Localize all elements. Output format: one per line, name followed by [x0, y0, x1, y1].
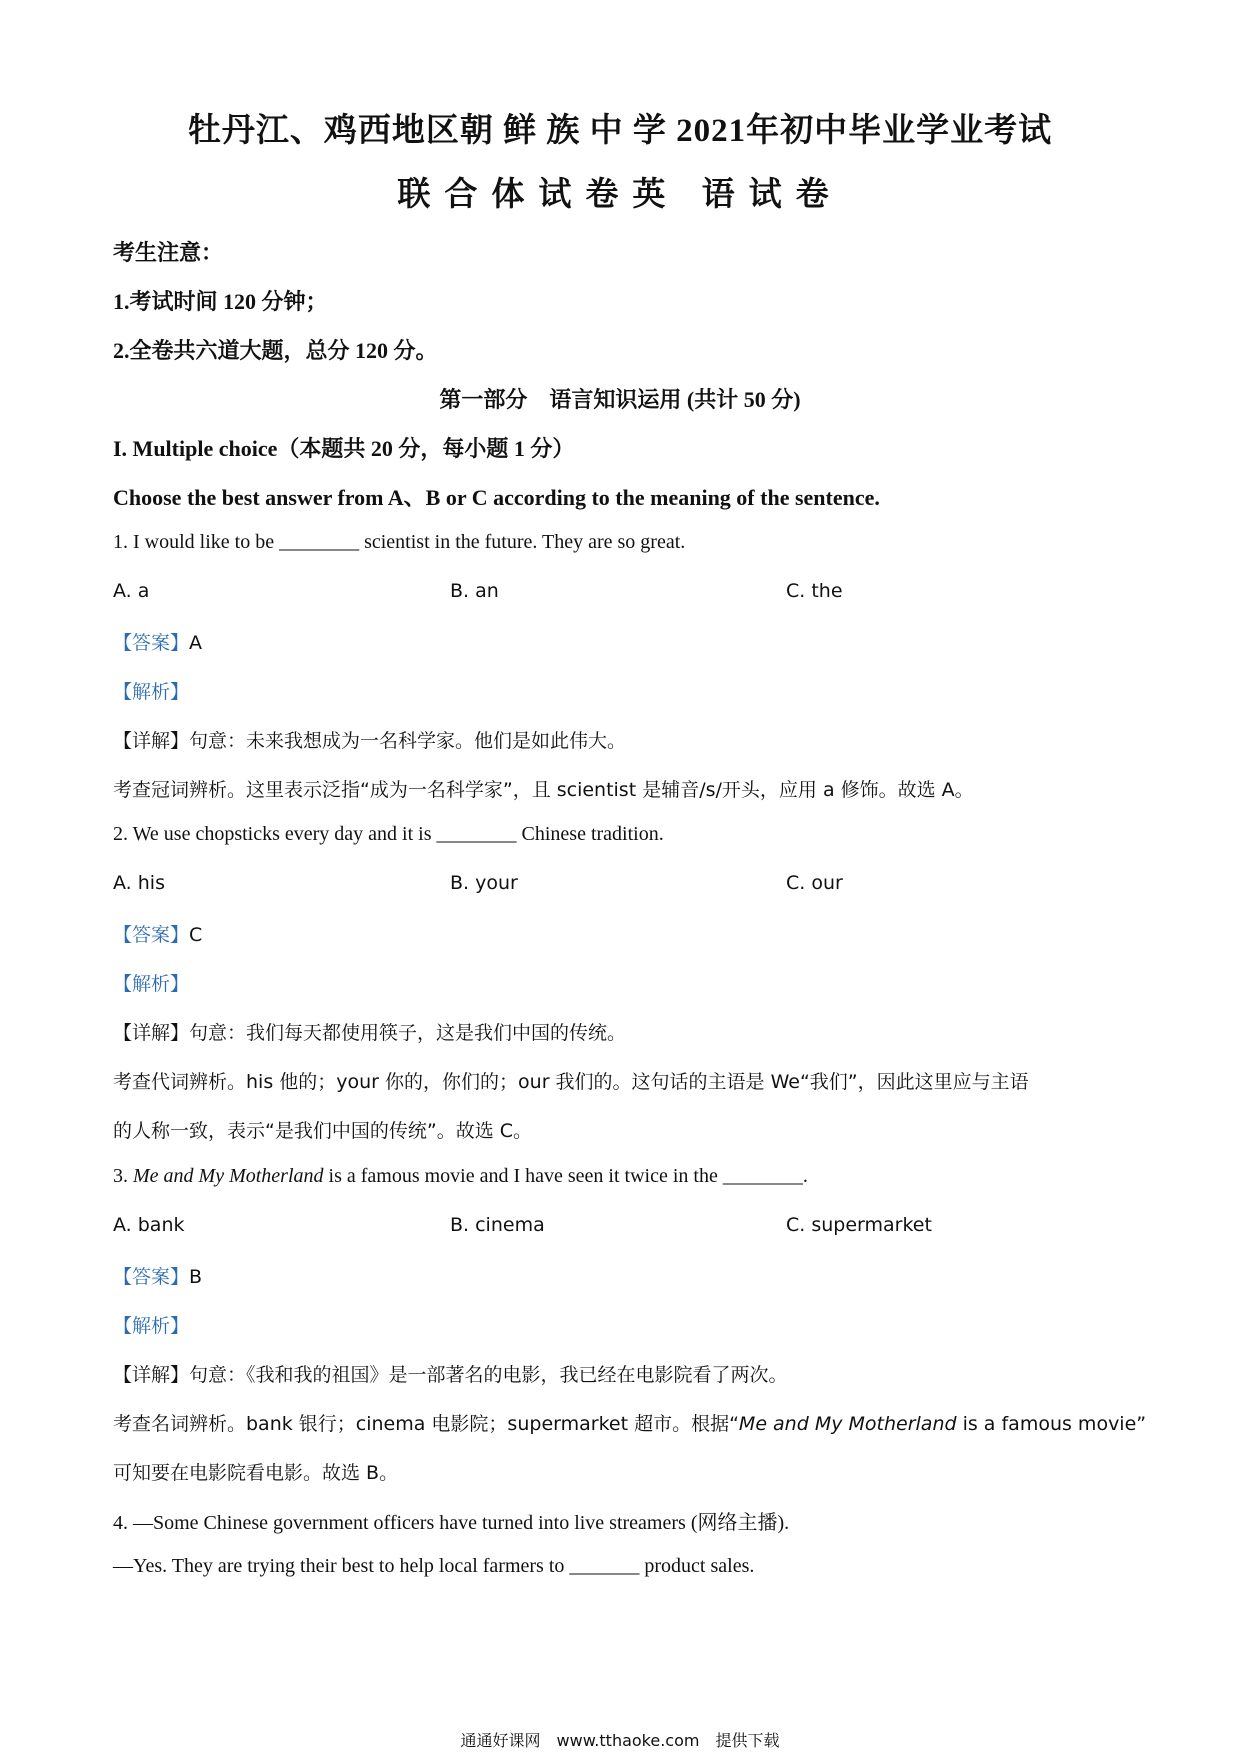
question-2-option-a: A. his — [113, 872, 165, 894]
notice-item-1: 1.考试时间 120 分钟； — [113, 289, 328, 314]
question-3-explanation-line2: 可知要在电影院看电影。故选 B。 — [113, 1462, 399, 1484]
question-4-stem-line2: —Yes. They are trying their best to help local farmers to _______ product sales. — [113, 1555, 755, 1577]
question-3-movie-title: Me and My Motherland — [133, 1165, 324, 1187]
question-1-option-c: C. the — [786, 580, 843, 602]
explanation-pre: 考查名词辨析。bank 银行；cinema 电影院；supermarket 超市。根据“ — [113, 1413, 739, 1435]
section-heading: I. Multiple choice（本题共 20 分，每小题 1 分） — [113, 436, 575, 461]
answer-value: A — [189, 632, 203, 654]
question-3-option-b: B. cinema — [450, 1214, 545, 1236]
section-instruction: Choose the best answer from A、B or C according to the meaning of the sentence. — [113, 485, 880, 510]
question-1-detail — [113, 726, 626, 753]
notice-heading: 考生注意： — [113, 240, 224, 265]
exam-title-line1: 牡丹江、鸡西地区朝 鲜 族 中 学 2021年初中毕业学业考试 — [187, 113, 1053, 149]
detail-text: 句意：我们每天都使用筷子，这是我们中国的传统。 — [189, 1022, 627, 1044]
question-2-explanation-line1: 考查代词辨析。his 他的；your 你的，你们的；our 我们的。这句话的主语是 We“我们”，因此这里应与主语 — [113, 1071, 1029, 1093]
answer-value: B — [189, 1266, 203, 1288]
question-1-explanation: 考查冠词辨析。这里表示泛指“成为一名科学家”，且 scientist 是辅音/s/开头，应用 a 修饰。故选 A。 — [113, 779, 974, 801]
detail-text: 句意：未来我想成为一名科学家。他们是如此伟大。 — [189, 730, 627, 752]
question-1-answer — [113, 628, 202, 655]
question-3-stem-rest: is a famous movie and I have seen it twice in the ________. — [328, 1165, 808, 1187]
question-1-stem: 1. I would like to be ________ scientist in the future. They are so great. — [113, 531, 686, 553]
detail-label: 【详解】 — [113, 1022, 190, 1044]
explanation-post: is a famous movie” — [956, 1413, 1147, 1435]
question-2-detail — [113, 1018, 626, 1045]
question-1-option-b: B. an — [450, 580, 499, 602]
question-2-analysis-label: 【解析】 — [113, 973, 190, 995]
question-3-option-c: C. supermarket — [786, 1214, 932, 1236]
question-3-stem — [113, 1165, 808, 1188]
question-2-stem: 2. We use chopsticks every day and it is ________ Chinese tradition. — [113, 823, 664, 845]
answer-label: 【答案】 — [113, 1266, 190, 1288]
question-1-analysis-label: 【解析】 — [113, 681, 190, 703]
detail-label: 【详解】 — [113, 1364, 190, 1386]
notice-item-2: 2.全卷共六道大题，总分 120 分。 — [113, 338, 438, 363]
question-4-stem-line1: 4. —Some Chinese government officers have turned into live streamers (网络主播). — [113, 1512, 790, 1534]
question-3-detail — [113, 1360, 788, 1387]
question-1-option-a: A. a — [113, 580, 150, 602]
part1-heading: 第一部分 语言知识运用 (共计 50 分) — [439, 387, 801, 412]
question-3-answer — [113, 1262, 202, 1289]
page-footer: 通通好课网 www.tthaoke.com 提供下载 — [460, 1731, 780, 1750]
question-3-analysis-label: 【解析】 — [113, 1315, 190, 1337]
question-2-explanation-line2: 的人称一致，表示“是我们中国的传统”。故选 C。 — [113, 1120, 532, 1142]
question-2-answer — [113, 920, 202, 947]
question-3-explanation-line1 — [113, 1409, 1146, 1436]
detail-text: 句意：《我和我的祖国》是一部著名的电影，我已经在电影院看了两次。 — [189, 1364, 788, 1386]
answer-label: 【答案】 — [113, 632, 190, 654]
question-2-option-c: C. our — [786, 872, 843, 894]
question-2-option-b: B. your — [450, 872, 518, 894]
question-3-option-a: A. bank — [113, 1214, 185, 1236]
detail-label: 【详解】 — [113, 730, 190, 752]
answer-value: C — [189, 924, 203, 946]
answer-label: 【答案】 — [113, 924, 190, 946]
explanation-movie-title: Me and My Motherland — [738, 1413, 957, 1435]
question-3-number: 3. — [113, 1165, 128, 1187]
exam-title-line2: 联合体试卷英 语试卷 — [397, 177, 843, 213]
